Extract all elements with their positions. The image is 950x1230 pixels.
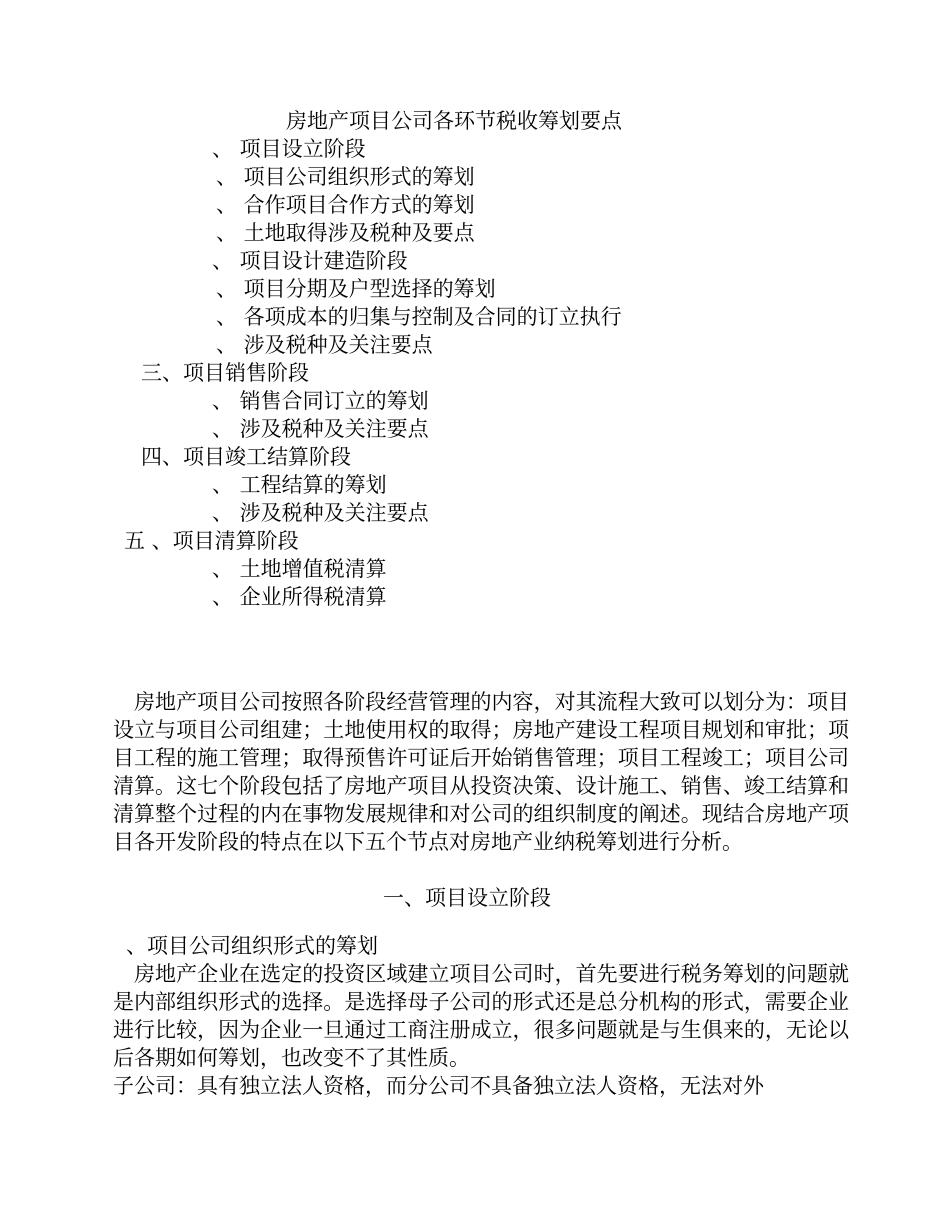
body-line: 子公司：具有独立法人资格，而分公司不具备独立法人资格，无法对外: [113, 1074, 764, 1098]
document-title: 房地产项目公司各环节税收筹划要点: [286, 109, 622, 133]
toc-item: 、 项目公司组织形式的筹划: [216, 165, 475, 189]
toc-item: 、 土地增值税清算: [212, 557, 387, 581]
intro-paragraph: 房地产项目公司按照各阶段经营管理的内容，对其流程大致可以划分为：项目设立与项目公司组建；土地使用权的取得；房地产建设工程项目规划和审批；项目工程的施工管理；取得预售许可证后开始销售管理；项目工程竣工；项目公司清算。这七个阶段包括了房地产项目从投资决策、设计施工、销售、竣工结算和清算整个过程的内在事物发展规律和对公司的组织制度的阐述。现结合房地产项目各开发阶段的特点在以下五个节点对房地产业纳税筹划进行分析。: [113, 690, 849, 854]
toc-section: 四、项目竣工结算阶段: [141, 445, 351, 469]
toc-item: 、 土地取得涉及税种及要点: [216, 221, 475, 245]
toc-item: 、 项目设计建造阶段: [212, 249, 408, 273]
toc-item: 、 涉及税种及关注要点: [216, 333, 433, 357]
toc-item: 、 合作项目合作方式的筹划: [216, 193, 475, 217]
body-paragraph: 房地产企业在选定的投资区域建立项目公司时，首先要进行税务筹划的问题就是内部组织形式的选择。是选择母子公司的形式还是总分机构的形式，需要企业进行比较，因为企业一旦通过工商注册成立，很多问题就是与生俱来的，无论以后各期如何筹划，也改变不了其性质。: [113, 962, 849, 1070]
toc-item: 、 各项成本的归集与控制及合同的订立执行: [216, 305, 622, 329]
toc-item: 、 企业所得税清算: [212, 585, 387, 609]
toc-item: 、 项目设立阶段: [212, 137, 366, 161]
toc-section: 三、项目销售阶段: [141, 361, 309, 385]
toc-item: 、 销售合同订立的筹划: [212, 389, 429, 413]
toc-item: 、 涉及税种及关注要点: [212, 417, 429, 441]
toc-item: 、 涉及税种及关注要点: [212, 501, 429, 525]
subsection-heading: 、项目公司组织形式的筹划: [126, 934, 378, 958]
toc-section: 五 、项目清算阶段: [124, 529, 299, 553]
section-heading: 一、项目设立阶段: [383, 886, 551, 910]
toc-item: 、 工程结算的筹划: [212, 473, 387, 497]
toc-item: 、 项目分期及户型选择的筹划: [216, 277, 496, 301]
